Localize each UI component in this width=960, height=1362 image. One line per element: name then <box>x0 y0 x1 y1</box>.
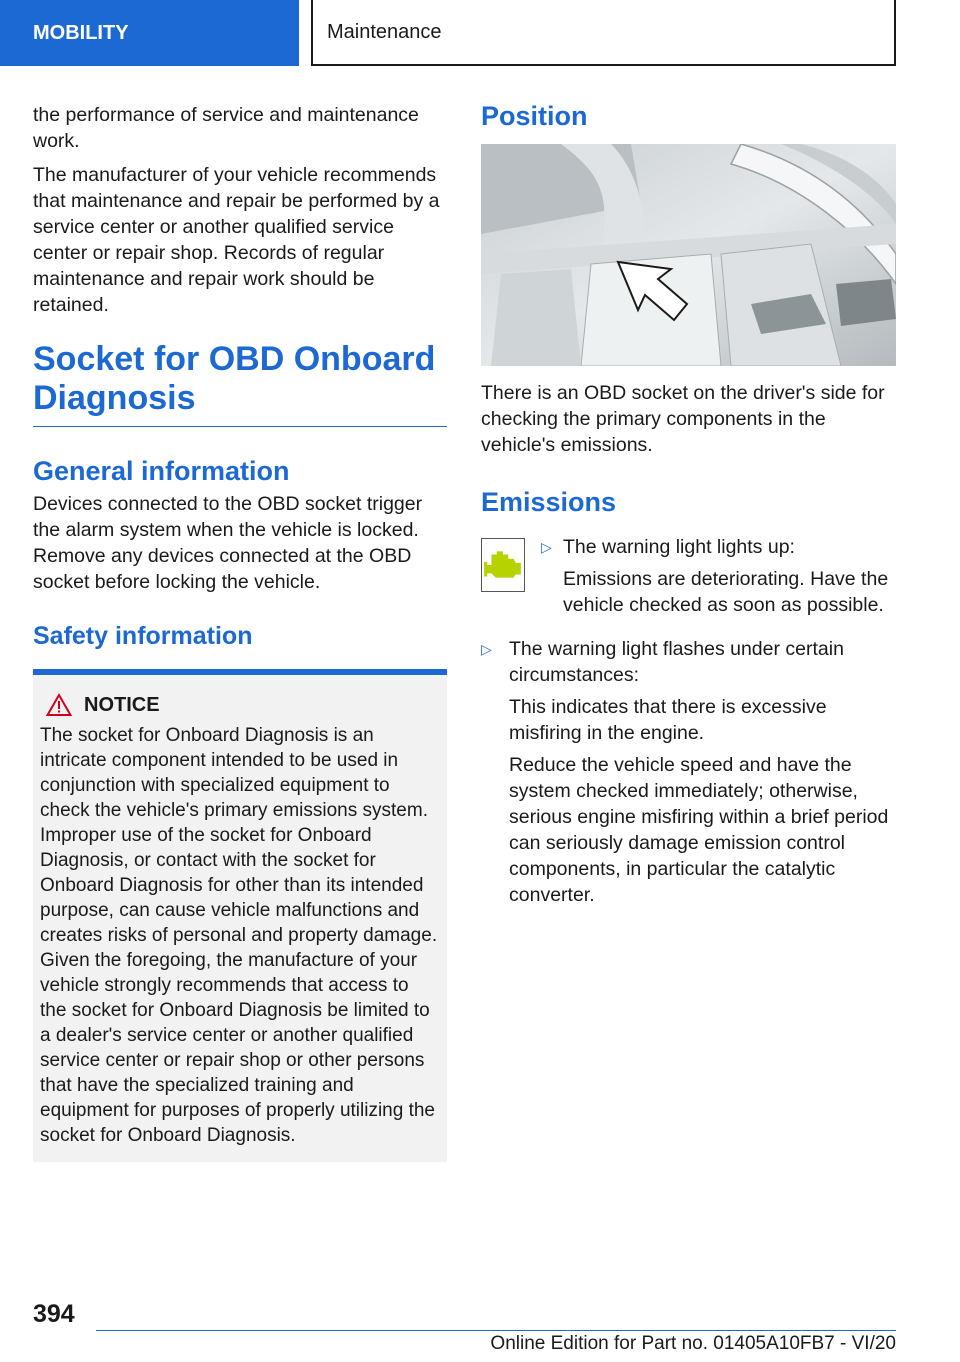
general-info-heading: General information <box>33 456 290 486</box>
footer-divider <box>96 1330 896 1331</box>
emissions-lamp-row <box>481 534 896 624</box>
intro-paragraph-1: the performance of service and maintenance work. <box>33 104 419 152</box>
section-heading: Socket for OBD Onboard Diagnosis <box>33 340 447 427</box>
page-number: 394 <box>33 1300 75 1328</box>
section-tab: MOBILITY <box>0 0 299 66</box>
safety-info-heading: Safety information <box>33 622 253 650</box>
bullet-body <box>509 636 896 914</box>
general-info-text: Devices connected to the OBD socket trigger the alarm system when the vehicle is locked. Remove any devices connected at the OBD socket before locking the vehicle. <box>33 493 423 593</box>
notice-header <box>46 693 439 717</box>
bullet-light-on <box>541 534 896 624</box>
page-header <box>0 0 960 66</box>
bullet-title: The warning light flashes under certain circumstances: <box>509 638 844 686</box>
notice-label: NOTICE <box>84 693 160 716</box>
notice-text: The socket for Onboard Diagnosis is an intricate component intended to be used in conjunction with specialized equipment to check the vehicle's primary emissions system. Improper use of the socket for Onboard Diagnosis, or contact with the socket for Onboard Diagnosis for other than its intended purpose, can cause vehicle malfunctions and creates risks of personal and property damage. Given the foregoing, the manufacture of your vehicle strongly recommends that access to the socket for Onboard Diagnosis be limited to a dealer's service center or another qualified service center or repair shop or other persons that have the specialized training and equipment for purposes of properly utilizing the socket for Onboard Diagnosis. <box>40 725 438 1146</box>
intro-paragraph-2: The manufacturer of your vehicle recommends that maintenance and repair be performed by a service center or another qualified service center or repair shop. Records of regular maintenance and repair work should be retained. <box>33 164 440 316</box>
check-engine-icon <box>482 549 524 581</box>
edition-note: Online Edition for Part no. 01405A10FB7 - VI/20 <box>490 1333 896 1354</box>
obd-socket-position-image <box>481 144 896 366</box>
engine-warning-lamp <box>481 538 525 592</box>
triangle-bullet-icon: ▷ <box>541 539 552 555</box>
bullet-light-flashes <box>481 636 896 914</box>
bullet-text: Reduce the vehicle speed and have the system checked immediately; otherwise, serious engine misfiring within a brief period can seriously damage emission control components, in particular the catalytic converter. <box>509 754 889 906</box>
emissions-heading: Emissions <box>481 487 617 517</box>
notice-box <box>33 669 447 1162</box>
position-heading: Position <box>481 101 588 131</box>
bullet-text: This indicates that there is excessive misfiring in the engine. <box>509 696 827 744</box>
position-text: There is an OBD socket on the driver's side for checking the primary components in the vehicle's emissions. <box>481 382 885 456</box>
bullet-title: The warning light lights up: <box>563 536 795 558</box>
warning-triangle-icon <box>46 693 72 717</box>
right-column <box>481 100 896 914</box>
bullet-text: Emissions are deteriorating. Have the vehicle checked as soon as possible. <box>563 568 889 616</box>
bullet-body <box>563 534 896 624</box>
triangle-bullet-icon: ▷ <box>481 641 492 657</box>
chapter-tab: Maintenance <box>311 0 896 66</box>
left-column <box>33 102 447 1162</box>
